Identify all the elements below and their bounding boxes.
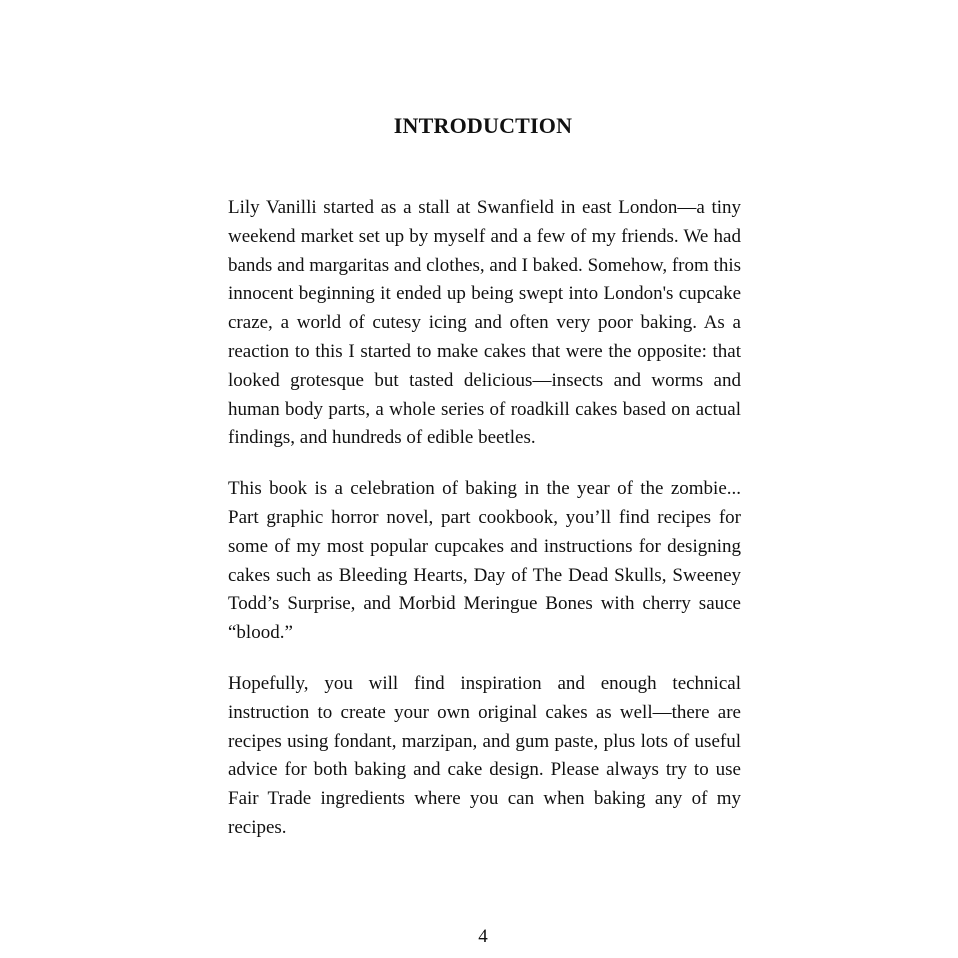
page-body <box>228 194 741 865</box>
chapter-title: INTRODUCTION <box>393 113 573 138</box>
paragraph-1: Lily Vanilli started as a stall at Swanfield in east London—a tiny weekend market set up by myself and a few of my friends. We had bands and margaritas and clothes, and I baked. Somehow, from this innocent beginning it ended up being swept into London's cupcake craze, a world of cutesy icing and often very poor baking. As a reaction to this I started to make cakes that were the opposite: that looked grotesque but tasted delicious—insects and worms and human body parts, a whole series of roadkill cakes based on actual findings, and hundreds of edible beetles. <box>228 197 741 449</box>
paragraph-3: Hopefully, you will find inspiration and enough technical instruction to create your own original cakes as well—there are recipes using fondant, marzipan, and gum paste, plus lots of useful advice for both baking and cake design. Please always try to use Fair Trade ingredients where you can when baking any of my recipes. <box>228 672 741 838</box>
paragraph-2: This book is a celebration of baking in the year of the zombie... Part graphic horror novel, part cookbook, you’ll find recipes for some of my most popular cupcakes and instructions for designing cakes such as Bleeding Hearts, Day of The Dead Skulls, Sweeney Todd’s Surprise, and Morbid Meringue Bones with cherry sauce “blood.” <box>228 478 741 644</box>
page-number: 4 <box>478 926 488 947</box>
